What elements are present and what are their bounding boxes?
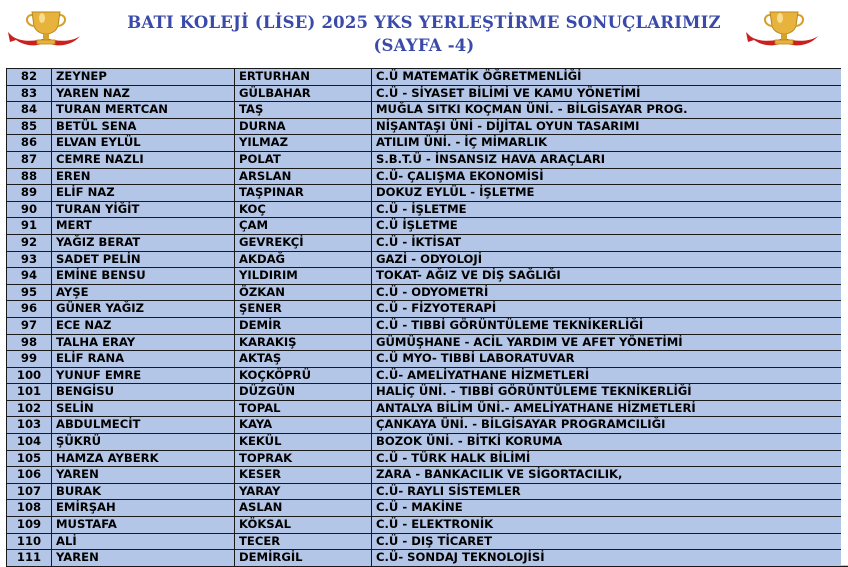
table-row	[7, 400, 848, 417]
cell-rank: 96	[7, 301, 52, 318]
cell-rank: 106	[7, 467, 52, 484]
cell-first-name: MUSTAFA	[52, 517, 235, 534]
cell-rank: 84	[7, 102, 52, 119]
cell-rank: 98	[7, 334, 52, 351]
cell-first-name: ELİF RANA	[52, 351, 235, 368]
table-row	[7, 135, 848, 152]
table-row	[7, 301, 848, 318]
cell-surname: AKDAĞ	[235, 251, 372, 268]
right-gutter	[841, 68, 848, 565]
cell-first-name: ECE NAZ	[52, 317, 235, 334]
table-row	[7, 517, 848, 534]
table-row	[7, 284, 848, 301]
table-row	[7, 218, 848, 235]
table-row	[7, 317, 848, 334]
cell-surname: ŞENER	[235, 301, 372, 318]
cell-first-name: BURAK	[52, 483, 235, 500]
page-header	[0, 0, 848, 68]
cell-first-name: BETÜL SENA	[52, 118, 235, 135]
cell-program: ANTALYA BİLİM ÜNİ.- AMELİYATHANE HİZMETLERİ	[372, 400, 848, 417]
cell-first-name: ZEYNEP	[52, 69, 235, 86]
table-row	[7, 151, 848, 168]
cell-surname: DURNA	[235, 118, 372, 135]
cell-surname: POLAT	[235, 151, 372, 168]
cell-first-name: ALİ	[52, 533, 235, 550]
cell-program: GAZİ - ODYOLOJİ	[372, 251, 848, 268]
cell-surname: DÜZGÜN	[235, 384, 372, 401]
table-row	[7, 550, 848, 567]
cell-surname: TOPAL	[235, 400, 372, 417]
cell-surname: KARAKIŞ	[235, 334, 372, 351]
cell-program: NİŞANTAŞI ÜNİ - DİJİTAL OYUN TASARIMI	[372, 118, 848, 135]
cell-program: C.Ü - MAKİNE	[372, 500, 848, 517]
cell-program: C.Ü - SİYASET BİLİMİ VE KAMU YÖNETİMİ	[372, 85, 848, 102]
results-table-body	[7, 69, 848, 567]
cell-rank: 103	[7, 417, 52, 434]
cell-surname: TAŞ	[235, 102, 372, 119]
cell-rank: 94	[7, 268, 52, 285]
cell-surname: ÖZKAN	[235, 284, 372, 301]
table-row	[7, 467, 848, 484]
table-row	[7, 483, 848, 500]
cell-first-name: YAĞIZ BERAT	[52, 234, 235, 251]
cell-program: C.Ü - DIŞ TİCARET	[372, 533, 848, 550]
cell-rank: 82	[7, 69, 52, 86]
cell-first-name: ABDULMECİT	[52, 417, 235, 434]
table-row	[7, 417, 848, 434]
cell-surname: GEVREKÇİ	[235, 234, 372, 251]
cell-rank: 100	[7, 367, 52, 384]
cell-rank: 102	[7, 400, 52, 417]
table-row	[7, 434, 848, 451]
cell-surname: YILDIRIM	[235, 268, 372, 285]
cell-program: MUĞLA SITKI KOÇMAN ÜNİ. - BİLGİSAYAR PROG.	[372, 102, 848, 119]
cell-program: C.Ü - ODYOMETRİ	[372, 284, 848, 301]
cell-surname: TAŞPINAR	[235, 185, 372, 202]
cell-program: C.Ü MYO- TIBBİ LABORATUVAR	[372, 351, 848, 368]
table-row	[7, 251, 848, 268]
cell-surname: YARAY	[235, 483, 372, 500]
cell-program: C.Ü - İŞLETME	[372, 201, 848, 218]
cell-first-name: BENGİSU	[52, 384, 235, 401]
cell-rank: 90	[7, 201, 52, 218]
cell-rank: 110	[7, 533, 52, 550]
cell-surname: KAYA	[235, 417, 372, 434]
cell-rank: 93	[7, 251, 52, 268]
cell-program: C.Ü- AMELİYATHANE HİZMETLERİ	[372, 367, 848, 384]
cell-rank: 107	[7, 483, 52, 500]
cell-surname: ARSLAN	[235, 168, 372, 185]
cell-first-name: ELVAN EYLÜL	[52, 135, 235, 152]
page-title: BATI KOLEJİ (LİSE) 2025 YKS YERLEŞTİRME SONUÇLARIMIZ	[0, 13, 848, 32]
page-subtitle: (SAYFA -4)	[0, 36, 848, 55]
cell-surname: KÖKSAL	[235, 517, 372, 534]
cell-rank: 97	[7, 317, 52, 334]
cell-program: C.Ü - ELEKTRONİK	[372, 517, 848, 534]
cell-program: DOKUZ EYLÜL - İŞLETME	[372, 185, 848, 202]
cell-program: C.Ü İŞLETME	[372, 218, 848, 235]
results-table	[6, 68, 848, 567]
table-row	[7, 450, 848, 467]
cell-program: C.Ü - FİZYOTERAPİ	[372, 301, 848, 318]
cell-surname: ASLAN	[235, 500, 372, 517]
cell-first-name: TURAN MERTCAN	[52, 102, 235, 119]
cell-first-name: ŞÜKRÜ	[52, 434, 235, 451]
cell-surname: GÜLBAHAR	[235, 85, 372, 102]
cell-rank: 111	[7, 550, 52, 567]
table-row	[7, 85, 848, 102]
cell-program: ZARA - BANKACILIK VE SİGORTACILIK,	[372, 467, 848, 484]
cell-surname: DEMİR	[235, 317, 372, 334]
cell-program: ATILIM ÜNİ. - İÇ MİMARLIK	[372, 135, 848, 152]
cell-program: S.B.T.Ü - İNSANSIZ HAVA ARAÇLARI	[372, 151, 848, 168]
cell-first-name: YUNUF EMRE	[52, 367, 235, 384]
cell-rank: 92	[7, 234, 52, 251]
cell-rank: 101	[7, 384, 52, 401]
cell-first-name: HAMZA AYBERK	[52, 450, 235, 467]
cell-program: C.Ü - İKTİSAT	[372, 234, 848, 251]
cell-rank: 91	[7, 218, 52, 235]
cell-rank: 83	[7, 85, 52, 102]
trophy-icon	[744, 6, 824, 54]
cell-rank: 108	[7, 500, 52, 517]
table-row	[7, 500, 848, 517]
table-row	[7, 234, 848, 251]
cell-rank: 85	[7, 118, 52, 135]
cell-program: C.Ü - TIBBİ GÖRÜNTÜLEME TEKNİKERLİĞİ	[372, 317, 848, 334]
cell-surname: ÇAM	[235, 218, 372, 235]
cell-program: GÜMÜŞHANE - ACİL YARDIM VE AFET YÖNETİMİ	[372, 334, 848, 351]
cell-surname: TECER	[235, 533, 372, 550]
cell-surname: AKTAŞ	[235, 351, 372, 368]
cell-surname: DEMİRGİL	[235, 550, 372, 567]
table-row	[7, 533, 848, 550]
cell-program: C.Ü- RAYLI SİSTEMLER	[372, 483, 848, 500]
table-row	[7, 118, 848, 135]
cell-first-name: EREN	[52, 168, 235, 185]
cell-program: TOKAT- AĞIZ VE DİŞ SAĞLIĞI	[372, 268, 848, 285]
table-row	[7, 384, 848, 401]
cell-program: HALİÇ ÜNİ. - TIBBİ GÖRÜNTÜLEME TEKNİKERLİĞİ	[372, 384, 848, 401]
cell-surname: TOPRAK	[235, 450, 372, 467]
cell-first-name: SELİN	[52, 400, 235, 417]
cell-first-name: MERT	[52, 218, 235, 235]
cell-first-name: TURAN YİĞİT	[52, 201, 235, 218]
cell-first-name: YAREN NAZ	[52, 85, 235, 102]
cell-rank: 86	[7, 135, 52, 152]
cell-first-name: AYŞE	[52, 284, 235, 301]
cell-program: BOZOK ÜNİ. - BİTKİ KORUMA	[372, 434, 848, 451]
cell-rank: 95	[7, 284, 52, 301]
cell-rank: 105	[7, 450, 52, 467]
cell-rank: 109	[7, 517, 52, 534]
table-row	[7, 168, 848, 185]
cell-first-name: SADET PELİN	[52, 251, 235, 268]
cell-first-name: YAREN	[52, 467, 235, 484]
cell-surname: KOÇKÖPRÜ	[235, 367, 372, 384]
table-row	[7, 185, 848, 202]
cell-first-name: ELİF NAZ	[52, 185, 235, 202]
cell-program: C.Ü- SONDAJ TEKNOLOJİSİ	[372, 550, 848, 567]
table-row	[7, 367, 848, 384]
cell-first-name: EMİRŞAH	[52, 500, 235, 517]
cell-first-name: EMİNE BENSU	[52, 268, 235, 285]
table-row	[7, 351, 848, 368]
cell-rank: 104	[7, 434, 52, 451]
cell-rank: 87	[7, 151, 52, 168]
table-row	[7, 201, 848, 218]
cell-surname: ERTURHAN	[235, 69, 372, 86]
table-row	[7, 268, 848, 285]
cell-first-name: CEMRE NAZLI	[52, 151, 235, 168]
table-row	[7, 334, 848, 351]
cell-surname: KEKÜL	[235, 434, 372, 451]
cell-rank: 89	[7, 185, 52, 202]
cell-program: C.Ü - TÜRK HALK BİLİMİ	[372, 450, 848, 467]
cell-first-name: TALHA ERAY	[52, 334, 235, 351]
cell-surname: YILMAZ	[235, 135, 372, 152]
table-row	[7, 102, 848, 119]
cell-program: C.Ü- ÇALIŞMA EKONOMİSİ	[372, 168, 848, 185]
cell-surname: KESER	[235, 467, 372, 484]
cell-program: C.Ü MATEMATİK ÖĞRETMENLİĞİ	[372, 69, 848, 86]
cell-surname: KOÇ	[235, 201, 372, 218]
cell-program: ÇANKAYA ÜNİ. - BİLGİSAYAR PROGRAMCILIĞI	[372, 417, 848, 434]
cell-first-name: GÜNER YAĞIZ	[52, 301, 235, 318]
table-row	[7, 69, 848, 86]
cell-rank: 99	[7, 351, 52, 368]
cell-first-name: YAREN	[52, 550, 235, 567]
cell-rank: 88	[7, 168, 52, 185]
